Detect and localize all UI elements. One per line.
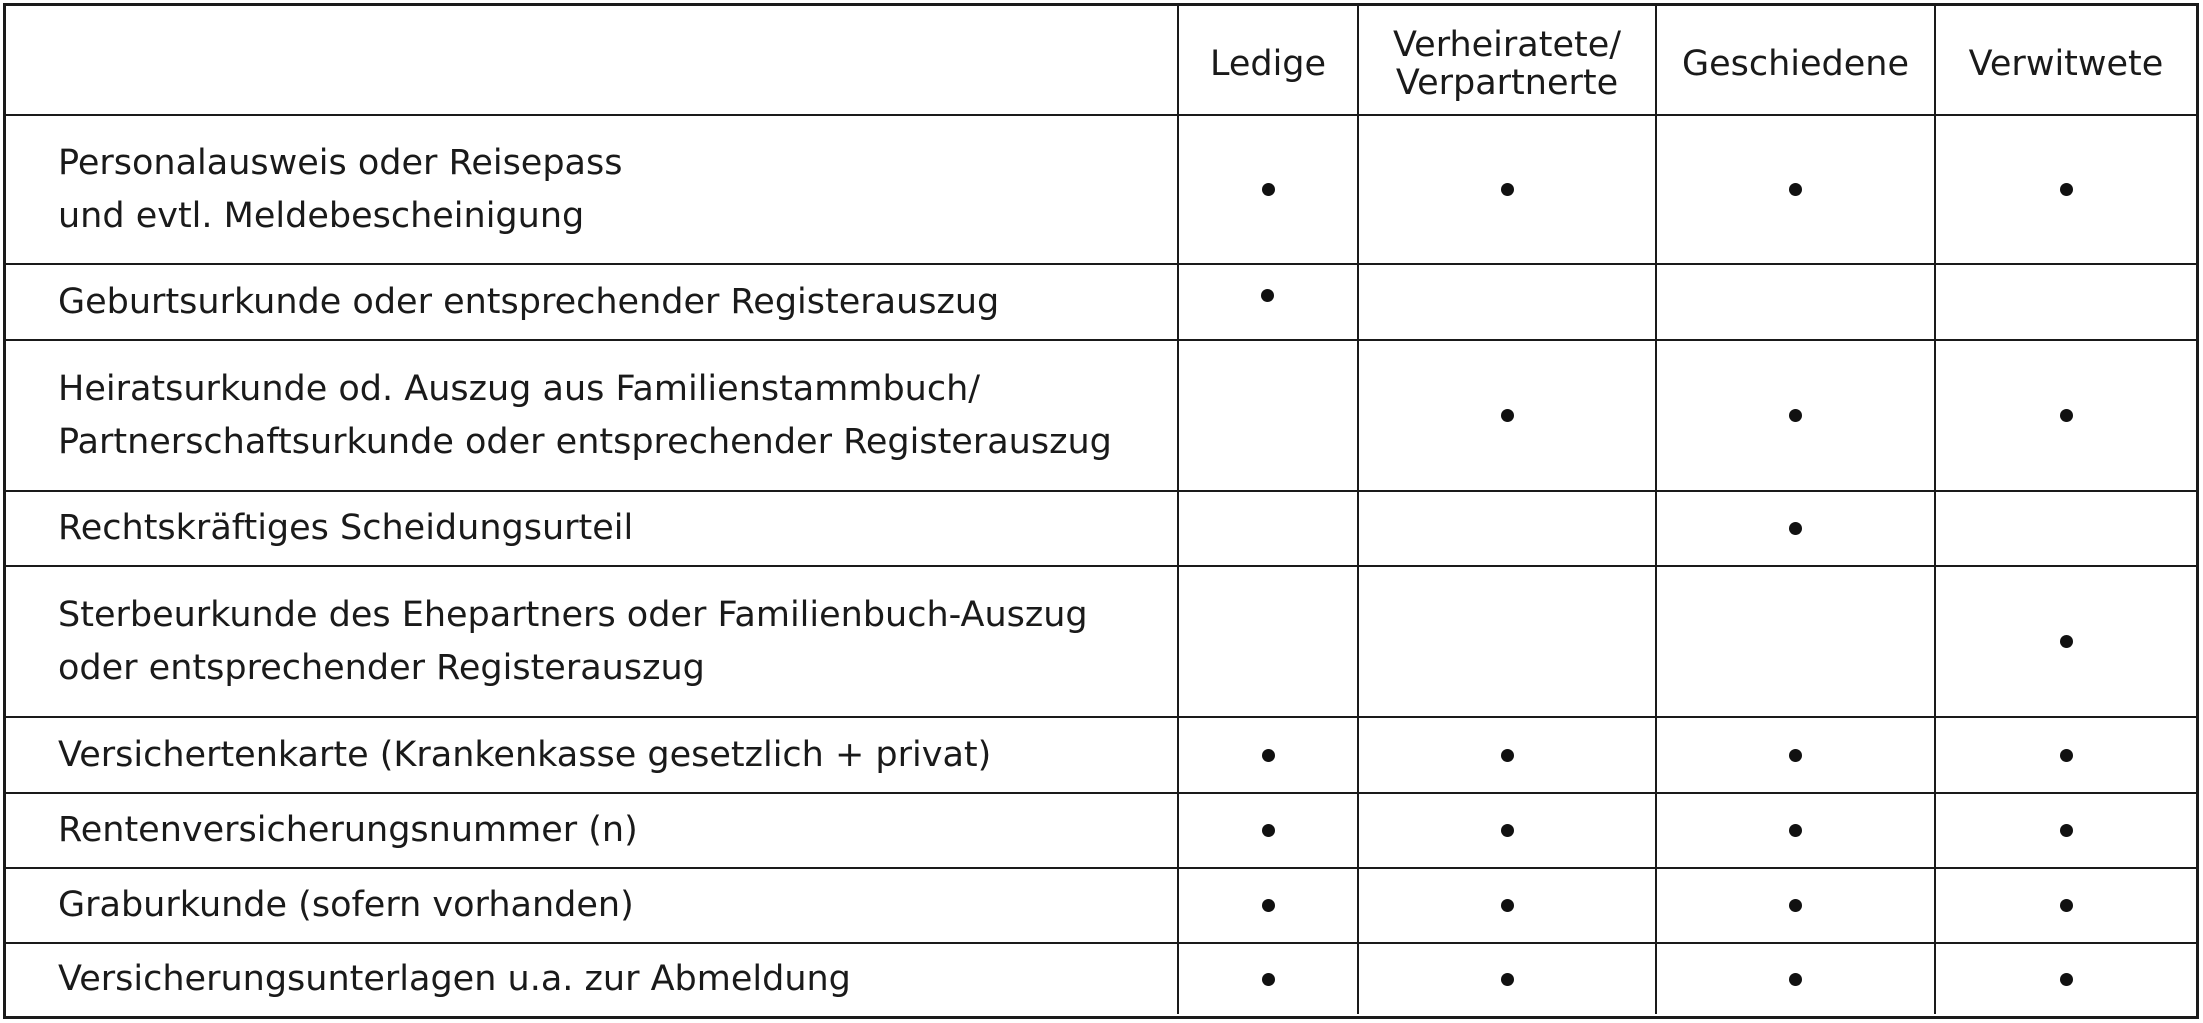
mark-cell <box>1179 567 1359 718</box>
mark-cell <box>1179 718 1359 794</box>
bullet-dot-icon <box>2060 824 2073 837</box>
row-label: Versichertenkarte (Krankenkasse gesetzlich + privat) <box>6 718 1179 794</box>
row-label: Personalausweis oder Reisepass und evtl. Meldebescheinigung <box>6 116 1179 265</box>
bullet-dot-icon <box>2060 635 2073 648</box>
bullet-dot-icon <box>1262 183 1275 196</box>
bullet-dot-icon <box>2060 749 2073 762</box>
mark-cell <box>1936 567 2196 718</box>
mark-cell <box>1657 492 1936 567</box>
mark-cell <box>1359 341 1657 492</box>
bullet-dot-icon <box>1789 409 1802 422</box>
mark-cell <box>1657 718 1936 794</box>
mark-cell <box>1936 116 2196 265</box>
bullet-dot-icon <box>1262 899 1275 912</box>
row-label: Heiratsurkunde od. Auszug aus Familienstammbuch/ Partnerschaftsurkunde oder entsprechender Registerauszug <box>6 341 1179 492</box>
mark-cell <box>1359 718 1657 794</box>
row-label: Rentenversicherungsnummer (n) <box>6 794 1179 869</box>
document-checklist-table <box>3 3 2199 1019</box>
bullet-dot-icon <box>1262 973 1275 986</box>
column-header-verwitwete: Verwitwete <box>1936 6 2196 116</box>
mark-cell <box>1359 265 1657 341</box>
mark-cell <box>1359 116 1657 265</box>
mark-cell <box>1657 341 1936 492</box>
mark-cell <box>1936 794 2196 869</box>
bullet-dot-icon <box>1501 973 1514 986</box>
bullet-dot-icon <box>1789 749 1802 762</box>
bullet-dot-icon <box>1501 749 1514 762</box>
mark-cell <box>1657 869 1936 944</box>
mark-cell <box>1359 794 1657 869</box>
mark-cell <box>1936 341 2196 492</box>
row-label: Graburkunde (sofern vorhanden) <box>6 869 1179 944</box>
bullet-dot-icon <box>1789 824 1802 837</box>
mark-cell <box>1179 794 1359 869</box>
mark-cell <box>1359 869 1657 944</box>
bullet-dot-icon <box>1789 183 1802 196</box>
bullet-dot-icon <box>1262 749 1275 762</box>
bullet-dot-icon <box>1501 183 1514 196</box>
mark-cell <box>1657 794 1936 869</box>
row-label: Versicherungsunterlagen u.a. zur Abmeldung <box>6 944 1179 1014</box>
bullet-dot-icon <box>2060 183 2073 196</box>
bullet-dot-icon <box>1789 522 1802 535</box>
mark-cell <box>1936 944 2196 1014</box>
row-label: Sterbeurkunde des Ehepartners oder Familienbuch-Auszug oder entsprechender Registerauszug <box>6 567 1179 718</box>
column-header-verheiratete: Verheiratete/ Verpartnerte <box>1359 6 1657 116</box>
mark-cell <box>1936 265 2196 341</box>
mark-cell <box>1179 869 1359 944</box>
bullet-dot-icon <box>1501 409 1514 422</box>
mark-cell <box>1936 718 2196 794</box>
row-label: Geburtsurkunde oder entsprechender Registerauszug <box>6 265 1179 341</box>
mark-cell <box>1359 944 1657 1014</box>
mark-cell <box>1179 265 1359 341</box>
bullet-dot-icon <box>1501 899 1514 912</box>
mark-cell <box>1657 944 1936 1014</box>
mark-cell <box>1936 869 2196 944</box>
bullet-dot-icon <box>1789 973 1802 986</box>
column-header-ledige: Ledige <box>1179 6 1359 116</box>
bullet-dot-icon <box>1261 289 1274 302</box>
column-header-geschiedene: Geschiedene <box>1657 6 1936 116</box>
mark-cell <box>1359 567 1657 718</box>
mark-cell <box>1179 944 1359 1014</box>
mark-cell <box>1179 341 1359 492</box>
mark-cell <box>1179 492 1359 567</box>
mark-cell <box>1657 567 1936 718</box>
mark-cell <box>1936 492 2196 567</box>
mark-cell <box>1657 116 1936 265</box>
row-label: Rechtskräftiges Scheidungsurteil <box>6 492 1179 567</box>
header-empty-cell <box>6 6 1179 116</box>
bullet-dot-icon <box>1501 824 1514 837</box>
mark-cell <box>1179 116 1359 265</box>
mark-cell <box>1359 492 1657 567</box>
bullet-dot-icon <box>2060 973 2073 986</box>
bullet-dot-icon <box>2060 409 2073 422</box>
mark-cell <box>1657 265 1936 341</box>
bullet-dot-icon <box>2060 899 2073 912</box>
bullet-dot-icon <box>1262 824 1275 837</box>
bullet-dot-icon <box>1789 899 1802 912</box>
